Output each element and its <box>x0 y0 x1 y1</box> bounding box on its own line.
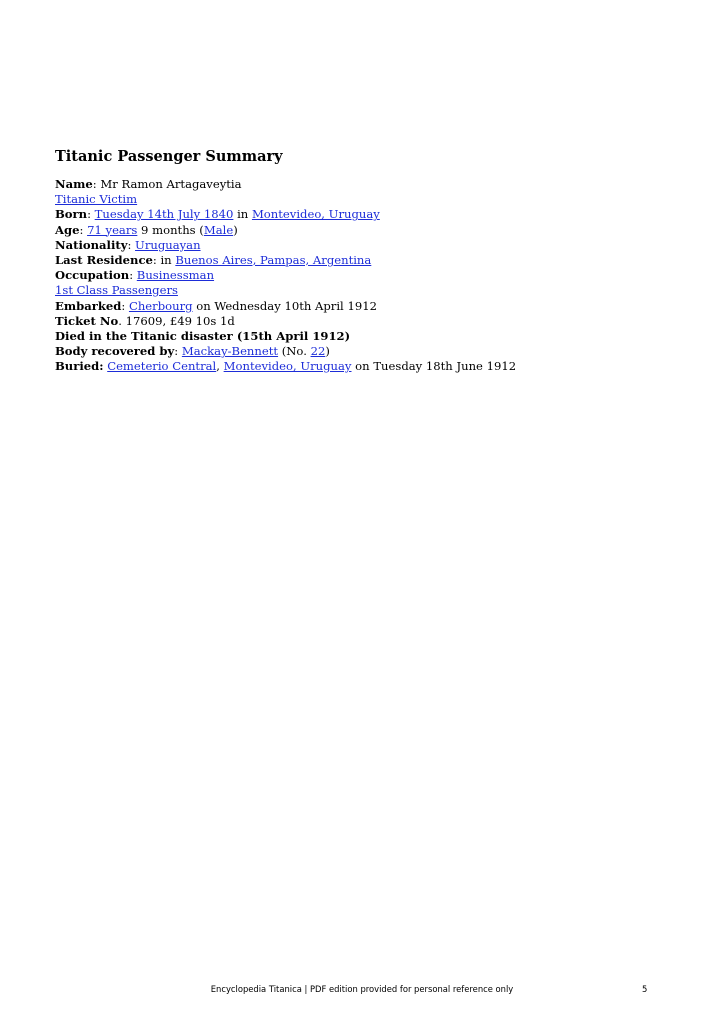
ticket-value: . 17609, £49 10s 1d <box>118 313 235 328</box>
nationality-label: Nationality <box>55 237 128 252</box>
residence-row: Last Residence: in Buenos Aires, Pampas, Argentina <box>55 252 372 267</box>
residence-label: Last Residence <box>55 252 153 267</box>
ticket-label: Ticket No <box>55 313 119 328</box>
page-number: 5 <box>642 984 648 994</box>
born-row: Born: Tuesday 14th July 1840 in Montevideo, Uruguay <box>55 207 380 222</box>
embarked-label: Embarked <box>55 298 122 313</box>
embarked-date: on Wednesday 10th April 1912 <box>192 298 377 313</box>
birth-date-link[interactable]: Tuesday 14th July 1840 <box>94 207 234 222</box>
age-row: Age: 71 years 9 months (Male) <box>55 222 238 237</box>
name-value: Mr Ramon Artagaveytia <box>100 177 242 191</box>
body-label: Body recovered by <box>55 344 175 359</box>
footer-text: Encyclopedia Titanica | PDF edition provided for personal reference only <box>210 984 514 994</box>
occupation-label: Occupation <box>55 268 130 283</box>
birth-place-link[interactable]: Montevideo, Uruguay <box>251 207 380 222</box>
class-row <box>55 283 516 298</box>
cemetery-link[interactable]: Cemeterio Central <box>107 359 217 374</box>
occupation-link[interactable]: Businessman <box>136 268 215 283</box>
page-title: Titanic Passenger Summary <box>55 148 283 165</box>
died-text: Died in the Titanic disaster (15th April 1912) <box>55 328 351 343</box>
died-row <box>55 329 516 344</box>
body-row: Body recovered by: Mackay-Bennett (No. 22) <box>55 344 330 359</box>
burial-date: on Tuesday 18th June 1912 <box>351 359 517 374</box>
ticket-row <box>55 314 516 329</box>
embarked-row: Embarked: Cherbourg on Wednesday 10th April 1912 <box>55 298 377 313</box>
burial-place-link[interactable]: Montevideo, Uruguay <box>223 359 352 374</box>
gender-link[interactable]: Male <box>203 222 234 237</box>
residence-link[interactable]: Buenos Aires, Pampas, Argentina <box>175 252 372 267</box>
titanic-victim-link[interactable]: Titanic Victim <box>55 192 138 207</box>
buried-label: Buried: <box>55 359 104 374</box>
occupation-row: Occupation: Businessman <box>55 268 215 283</box>
buried-row: Buried: Cemeterio Central, Montevideo, Uruguay on Tuesday 18th June 1912 <box>55 359 517 374</box>
nationality-link[interactable]: Uruguayan <box>135 237 201 252</box>
body-ship-link[interactable]: Mackay-Bennett <box>181 344 279 359</box>
embarked-port-link[interactable]: Cherbourg <box>128 298 193 313</box>
name-row: Name: Mr Ramon Artagaveytia <box>55 177 242 191</box>
age-years-link[interactable]: 71 years <box>87 222 138 237</box>
born-label: Born <box>55 207 88 222</box>
body-number-link[interactable]: 22 <box>310 344 326 359</box>
name-label: Name <box>55 177 93 191</box>
age-label: Age <box>55 222 80 237</box>
passenger-summary <box>55 177 516 374</box>
class-link[interactable]: 1st Class Passengers <box>55 283 178 298</box>
victim-row <box>55 192 516 207</box>
nationality-row: Nationality: Uruguayan <box>55 237 201 252</box>
